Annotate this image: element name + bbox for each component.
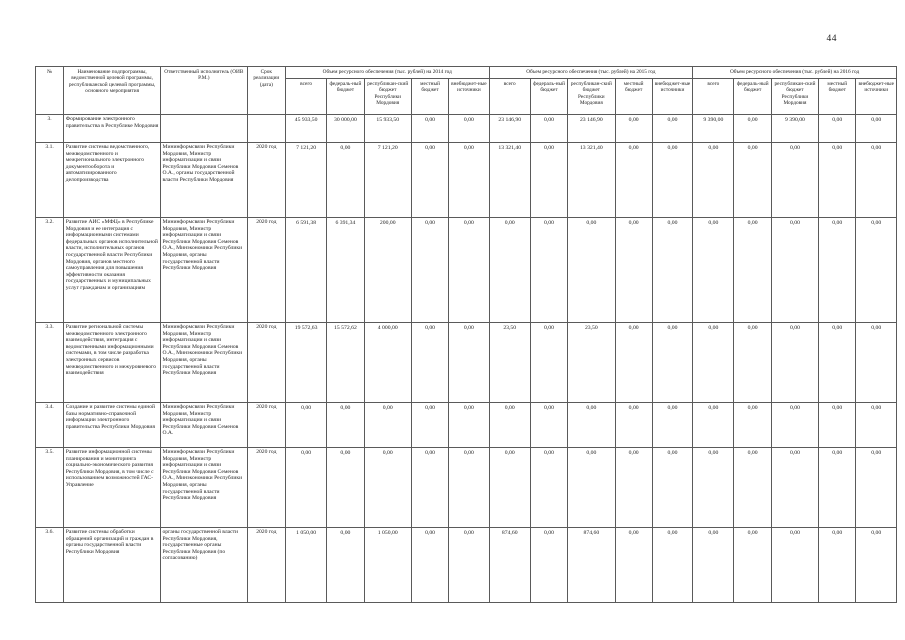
value-cell: 9 390,00 [693,115,734,143]
row-term: 2020 год [247,528,285,603]
value-cell: 0,00 [652,115,692,143]
value-cell: 0,00 [285,448,326,528]
value-cell: 7 121,20 [285,143,326,218]
value-cell: 45 933,50 [285,115,326,143]
row-name: Развитие информационной системы планирования и мониторинга социально-экономического развития Республики Мордовия, в том числе с использованием возможностей ГАС-Управление [64,448,161,528]
value-cell: 23,50 [568,323,615,403]
value-cell: 0,00 [489,448,530,528]
value-cell: 0,00 [449,528,489,603]
row-number: 3.2. [36,218,64,323]
row-number: 3.3. [36,323,64,403]
value-cell: 0,00 [693,143,734,218]
value-cell: 0,00 [411,323,448,403]
value-cell: 0,00 [530,323,567,403]
value-cell: 0,00 [449,448,489,528]
value-cell: 0,00 [615,528,652,603]
value-cell: 0,00 [411,143,448,218]
row-number: 3.5. [36,448,64,528]
value-cell: 874,60 [489,528,530,603]
header-group-2014: Объем ресурсного обеспечения (тыс. рублей) на 2014 год [285,67,489,79]
value-cell: 0,00 [771,218,818,323]
value-cell: 0,00 [615,115,652,143]
value-cell: 19 572,63 [285,323,326,403]
value-cell: 0,00 [856,143,897,218]
row-executor: органы государственной власти Республики Мордовия, государственные органы Республики Мордовия (по согласованию) [160,528,247,603]
value-cell: 0,00 [856,448,897,528]
value-cell: 7 121,20 [364,143,411,218]
value-cell: 0,00 [327,528,364,603]
value-cell: 0,00 [734,448,771,528]
value-cell: 0,00 [652,143,692,218]
page-number: 44 [826,34,837,44]
value-cell: 0,00 [771,323,818,403]
value-cell: 0,00 [693,448,734,528]
value-cell: 0,00 [530,528,567,603]
header-group-2016: Объем ресурсного обеспечения (тыс. рублей) на 2016 год [693,67,897,79]
value-cell: 0,00 [568,448,615,528]
row-number: 3.6. [36,528,64,603]
row-executor: Мининформсвязи Республики Мордовия, Министр информатизации и связи Республики Мордовия Семенов О.А. [160,403,247,448]
value-cell: 0,00 [819,528,856,603]
row-name: Формирование электронного правительства в Республике Мордовия [64,115,161,143]
value-cell: 0,00 [819,448,856,528]
value-cell: 0,00 [530,448,567,528]
value-cell: 0,00 [771,528,818,603]
row-name: Развитие АИС «МФЦ» в Республике Мордовия и ее интеграция с информационными системами федеральных органов исполнительной власти, исполнительных органов государственной власти Республики Мордовия, органов местного самоуправления для повышения эффективности оказания государственных и муниципальных услуг гражданам и организациям [64,218,161,323]
value-cell: 0,00 [615,403,652,448]
value-cell: 0,00 [856,403,897,448]
table-body [36,115,897,603]
value-cell: 15 933,50 [364,115,411,143]
value-cell: 0,00 [652,448,692,528]
value-cell: 0,00 [615,448,652,528]
row-executor: Мининформсвязи Республики Мордовия, Министр информатизации и связи Республики Мордовия Семенов О.А., Минэкономики Республики Мордовия, органы государственной власти Республики Мордовия [160,448,247,528]
row-term: 2020 год [247,323,285,403]
value-cell: 0,00 [285,403,326,448]
value-cell: 0,00 [771,143,818,218]
row-term: 2020 год [247,218,285,323]
row-term: 2020 год [247,448,285,528]
subheader-local-2016: местный бюджет [819,79,856,115]
subheader-total-2014: всего [285,79,326,115]
row-term: 2020 год [247,403,285,448]
header-executor: Ответственный исполнитель (ОИВ Р.М.) [160,67,247,115]
value-cell: 13 321,40 [489,143,530,218]
value-cell: 0,00 [411,528,448,603]
row-name: Развитие системы обработки обращений организаций и граждан в органы государственной власти Республики Мордовия [64,528,161,603]
value-cell: 0,00 [411,403,448,448]
row-executor: Мининформсвязи Республики Мордовия, Министр информатизации и связи Республики Мордовия Семенов О.А., Минэкономики Республики Мордовия, органы государственной власти Республики Мордовия [160,218,247,323]
value-cell: 0,00 [449,403,489,448]
row-term: 2020 год [247,143,285,218]
value-cell: 0,00 [449,143,489,218]
value-cell: 0,00 [856,528,897,603]
value-cell: 0,00 [530,115,567,143]
value-cell: 0,00 [734,528,771,603]
value-cell: 0,00 [568,403,615,448]
subheader-extrabudget-2015: внебюджет-ные источники [652,79,692,115]
value-cell: 874,60 [568,528,615,603]
subheader-federal-2015: федераль-ный бюджет [530,79,567,115]
value-cell: 9 390,00 [771,115,818,143]
value-cell: 23,50 [489,323,530,403]
budget-table [35,66,897,603]
value-cell: 0,00 [568,218,615,323]
row-executor: Мининформсвязи Республики Мордовия, Министр информатизации и связи Республики Мордовия Семенов О.А., Минэкономики Республики Мордовия, органы государственной власти Республики Мордовия [160,323,247,403]
value-cell: 13 321,40 [568,143,615,218]
value-cell: 0,00 [734,143,771,218]
value-cell: 4 000,00 [364,323,411,403]
subheader-republican-2015: республикан-ский бюджет Республики Мордовия [568,79,615,115]
subheader-extrabudget-2016: внебюджет-ные источники [856,79,897,115]
value-cell: 0,00 [734,115,771,143]
value-cell: 0,00 [364,448,411,528]
value-cell: 0,00 [652,403,692,448]
table-row [36,323,897,403]
value-cell: 0,00 [693,323,734,403]
value-cell: 30 000,00 [327,115,364,143]
value-cell: 23 146,90 [489,115,530,143]
value-cell: 0,00 [489,403,530,448]
value-cell: 0,00 [734,323,771,403]
value-cell: 0,00 [615,323,652,403]
table-header [36,67,897,115]
subheader-total-2015: всего [489,79,530,115]
header-row-number: № [36,67,64,115]
value-cell: 0,00 [819,218,856,323]
row-executor: Мининформсвязи Республики Мордовия, Министр информатизации и связи Республики Мордовия Семенов О.А., органы государственной власти Республики Мордовия [160,143,247,218]
value-cell: 0,00 [449,323,489,403]
value-cell: 0,00 [530,218,567,323]
subheader-local-2014: местный бюджет [411,79,448,115]
value-cell: 0,00 [652,323,692,403]
value-cell: 0,00 [489,218,530,323]
row-name: Создание и развитие системы единой базы нормативно-справочной информации электронного правительства Республики Мордовия [64,403,161,448]
header-group-2015: Объем ресурсного обеспечения (тыс. рублей) на 2015 год [489,67,693,79]
row-number: 3.1. [36,143,64,218]
value-cell: 0,00 [819,143,856,218]
header-term: Срок реализации (дата) [247,67,285,115]
value-cell: 0,00 [652,528,692,603]
value-cell: 0,00 [819,115,856,143]
subheader-total-2016: всего [693,79,734,115]
value-cell: 0,00 [819,403,856,448]
value-cell: 0,00 [652,218,692,323]
table-row [36,218,897,323]
value-cell: 1 050,00 [364,528,411,603]
value-cell: 0,00 [530,143,567,218]
value-cell: 0,00 [327,143,364,218]
value-cell: 0,00 [615,143,652,218]
value-cell: 200,00 [364,218,411,323]
value-cell: 0,00 [693,528,734,603]
value-cell: 0,00 [411,115,448,143]
row-name: Развитие системы ведомственного, межведомственного и межрегионального электронного документооборота и автоматизированного делопроизводства [64,143,161,218]
value-cell: 0,00 [530,403,567,448]
value-cell: 15 572,62 [327,323,364,403]
table-row [36,403,897,448]
value-cell: 0,00 [734,218,771,323]
value-cell: 6 591,38 [285,218,326,323]
value-cell: 0,00 [449,115,489,143]
value-cell: 0,00 [856,115,897,143]
header-program-name: Наименование подпрограммы, ведомственной целевой программы, республиканской целевой программы, основного мероприятия [64,67,161,115]
subheader-federal-2014: федераль-ный бюджет [327,79,364,115]
value-cell: 23 146,90 [568,115,615,143]
row-term [247,115,285,143]
value-cell: 0,00 [615,218,652,323]
subheader-federal-2016: федераль-ный бюджет [734,79,771,115]
row-executor [160,115,247,143]
value-cell: 0,00 [734,403,771,448]
row-name: Развитие региональной системы межведомственного электронного взаимодействия, интеграция с ведомственными информационными системами, в том числе разработка электронных сервисов межведомственного и межуровневого взаимодействия [64,323,161,403]
value-cell: 0,00 [693,403,734,448]
value-cell: 0,00 [856,218,897,323]
value-cell: 0,00 [327,448,364,528]
table-row [36,115,897,143]
value-cell: 0,00 [771,403,818,448]
value-cell: 0,00 [449,218,489,323]
value-cell: 0,00 [693,218,734,323]
value-cell: 0,00 [856,323,897,403]
row-number: 3.4. [36,403,64,448]
value-cell: 1 050,00 [285,528,326,603]
value-cell: 0,00 [364,403,411,448]
subheader-extrabudget-2014: внебюджет-ные источники [449,79,489,115]
value-cell: 0,00 [771,448,818,528]
table-row [36,143,897,218]
value-cell: 0,00 [411,448,448,528]
value-cell: 0,00 [411,218,448,323]
table-row [36,448,897,528]
value-cell: 6 391,34 [327,218,364,323]
value-cell: 0,00 [819,323,856,403]
value-cell: 0,00 [327,403,364,448]
row-number: 3. [36,115,64,143]
table-row [36,528,897,603]
subheader-local-2015: местный бюджет [615,79,652,115]
subheader-republican-2016: республикан-ский бюджет Республики Мордовия [771,79,818,115]
subheader-republican-2014: республикан-ский бюджет Республики Мордовия [364,79,411,115]
